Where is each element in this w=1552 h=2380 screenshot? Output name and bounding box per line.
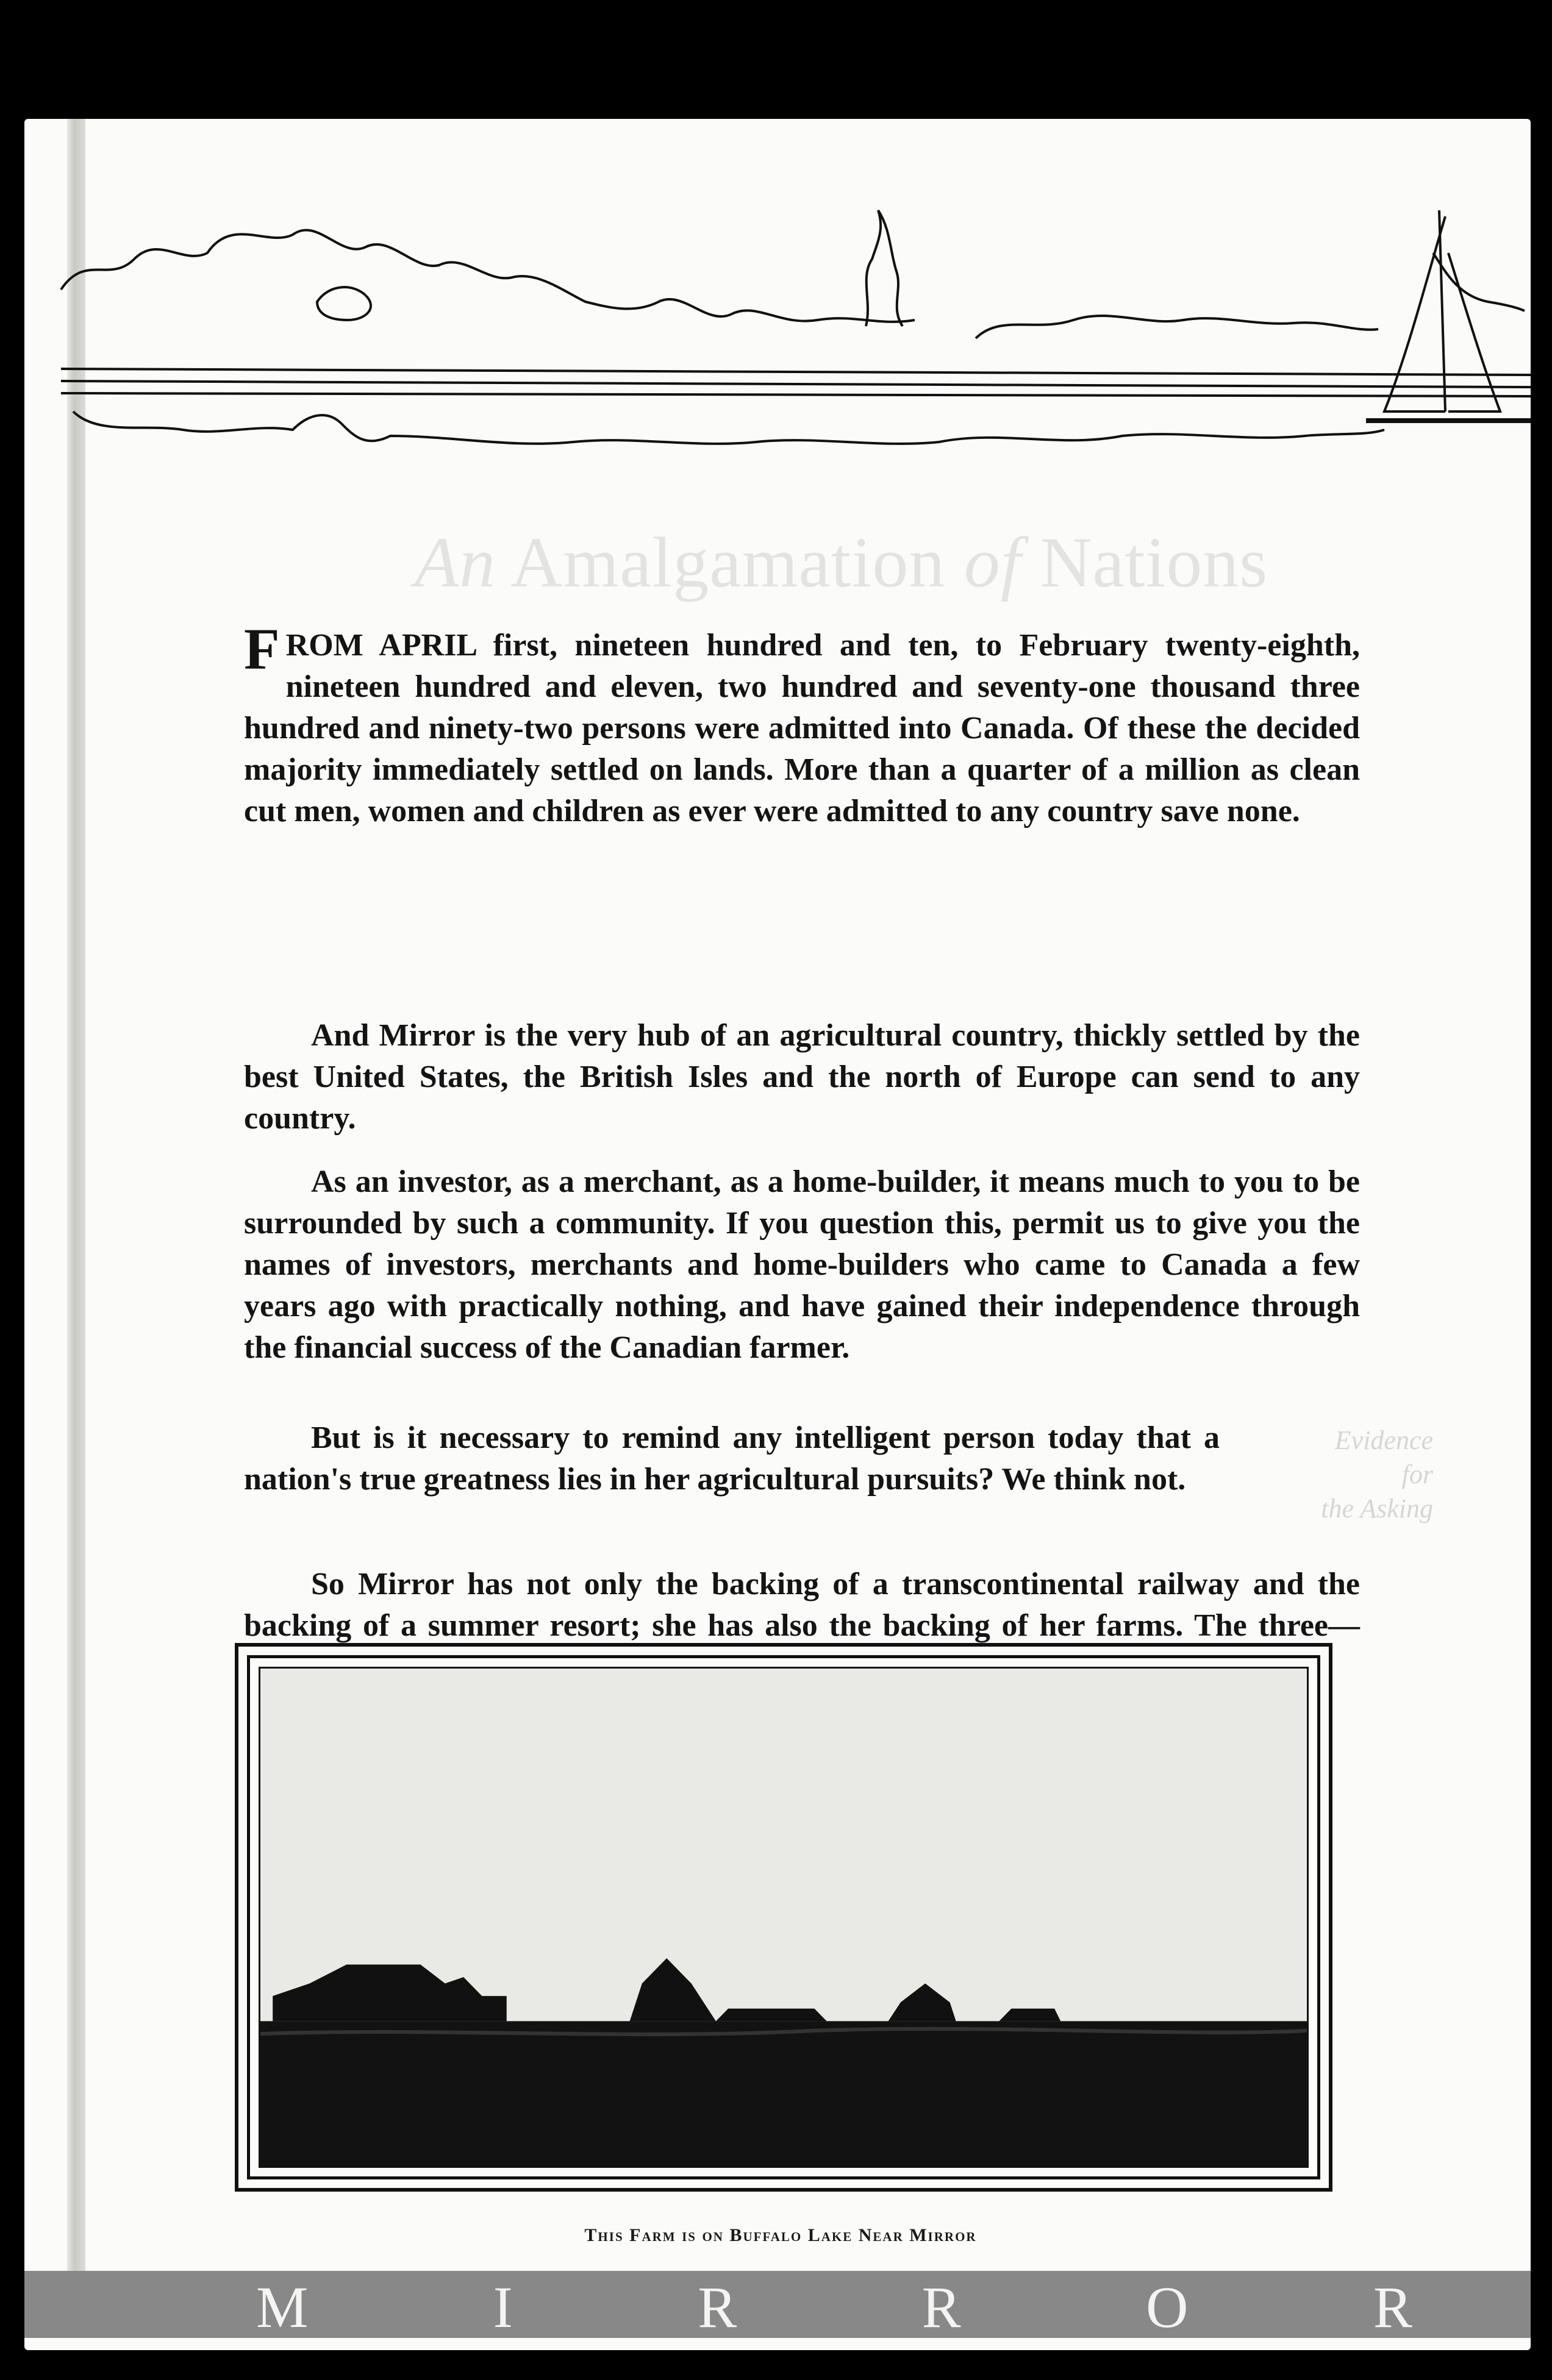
brochure-page (24, 119, 1531, 2350)
title-word-an: An (415, 522, 496, 602)
lake-landscape-illustration (24, 180, 1531, 527)
paragraph-agricultural-hub: And Mirror is the very hub of an agricultural country, thickly settled by the best United States, the British Isles and the north of Europe can send to any country. (244, 1018, 1360, 1136)
drop-cap: F (244, 616, 280, 682)
page-title (415, 521, 1268, 604)
side-note (1275, 1423, 1433, 1526)
paragraph-immigration (244, 616, 1360, 832)
footer-letter: M (256, 2275, 311, 2340)
title-word-nations: Nations (1040, 522, 1268, 602)
photo-border (247, 1655, 1320, 2179)
farm-photo-frame (235, 1643, 1332, 2192)
farm-silhouette (260, 1669, 1307, 2166)
side-note-line: the Asking (1321, 1494, 1433, 1523)
paragraph-greatness: But is it necessary to remind any intelligent person today that a nation's true greatness lies in her agricultural pursuits? We think not. (244, 1420, 1220, 1497)
footer-letter: O (1146, 2275, 1191, 2340)
paragraph-community: As an investor, as a merchant, as a home-builder, it means much to you to be surrounded by such a community. If you question this, permit us to give you the names of investors, merchants and home-builders who came to Canada a few years ago with practically nothing, and have gained their independence through the financial success of the Canadian farmer. (244, 1164, 1360, 1365)
footer-letter: I (493, 2275, 515, 2340)
farm-photo (259, 1667, 1309, 2168)
footer-letter: R (921, 2275, 964, 2340)
paragraph-immigration-text: ROM APRIL first, nineteen hundred and ten, to February twenty-eighth, nineteen hundred and eleven, two hundred and seventy-one thousand three hundred and ninety-two persons were admitted into Canada. Of these the decided majority immediately settled on lands. More than a quarter of a million as clean cut men, women and children as ever were admitted to any country save none. (244, 628, 1360, 828)
title-word-amalgamation: Amalgamation (510, 522, 946, 602)
footer-letter: R (698, 2275, 740, 2340)
title-word-of: of (964, 522, 1021, 602)
footer-letter: R (1373, 2275, 1415, 2340)
footer-mirror-lettering (256, 2273, 1415, 2341)
photo-caption: This Farm is on Buffalo Lake Near Mirror (584, 2225, 977, 2245)
side-note-line: for (1401, 1459, 1433, 1489)
paragraph-combination: So Mirror has not only the backing of a transcontinental railway and the backing of a summer resort; she has also the backing of her farms. The three— (244, 1567, 1360, 1643)
side-note-line: Evidence (1334, 1425, 1433, 1455)
